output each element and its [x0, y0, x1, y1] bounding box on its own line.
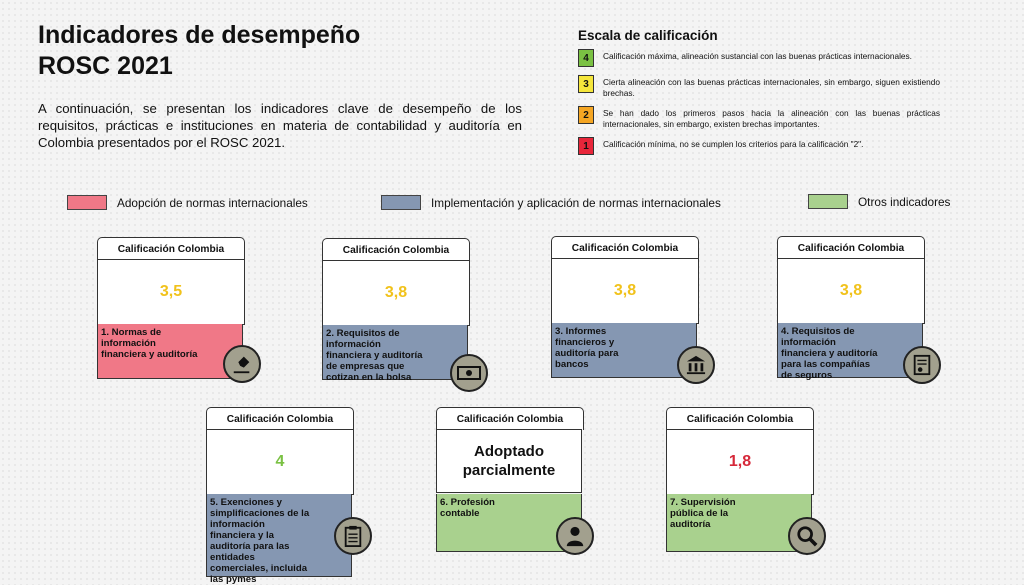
card-label: 5. Exenciones y simplificaciones de la información financiera y la auditoría para las entidades comerciales, incluida las pymes — [206, 494, 352, 577]
rating-scale — [578, 28, 940, 163]
title-line-1: Indicadores de desempeño — [38, 21, 361, 49]
card-value: Adoptado parcialmente — [436, 429, 582, 493]
scale-description: Cierta alineación con las buenas prácticas internacionales, sin embargo, siguen existiendo brechas. — [603, 77, 940, 98]
legend-label: Implementación y aplicación de normas internacionales — [431, 195, 721, 210]
indicator-card-7 — [666, 407, 814, 539]
indicator-card-2 — [322, 238, 470, 383]
rating-scale-title: Escala de calificación — [578, 28, 718, 43]
indicator-card-3 — [551, 236, 699, 368]
page-title — [38, 20, 458, 82]
legend-label: Otros indicadores — [858, 194, 951, 209]
legend-swatch — [67, 195, 107, 210]
card-label: 4. Requisitos de información financiera y auditoría para las compañías de seguros — [777, 323, 923, 378]
scale-item-4 — [578, 49, 940, 67]
intro-text: A continuación, se presentan los indicadores clave de desempeño de los requisitos, prácticas e instituciones en materia de contabilidad y auditoría en Colombia presentados por el ROSC 2021. — [38, 101, 522, 150]
card-value: 1,8 — [666, 429, 814, 495]
legend-item-other — [808, 194, 950, 209]
legend-item-implementation — [381, 195, 721, 210]
scale-item-1 — [578, 137, 940, 155]
card-header: Calificación Colombia — [206, 407, 354, 430]
scale-badge: 1 — [578, 137, 594, 155]
card-value: 3,8 — [551, 258, 699, 324]
card-label: 7. Supervisión pública de la auditoría — [666, 494, 812, 552]
title-line-2: ROSC 2021 — [38, 52, 173, 80]
legend-swatch — [808, 194, 848, 209]
indicator-card-1 — [97, 237, 245, 369]
scale-badge: 3 — [578, 75, 594, 93]
card-label: 3. Informes financieros y auditoría para bancos — [551, 323, 697, 378]
indicator-card-5 — [206, 407, 354, 585]
card-value: 3,8 — [322, 260, 470, 326]
scale-description: Calificación máxima, alineación sustancial con las buenas prácticas internacionales. — [603, 51, 912, 61]
certificate-icon — [903, 346, 941, 384]
card-label: 1. Normas de información financiera y auditoría — [97, 324, 243, 379]
indicator-card-4 — [777, 236, 925, 381]
indicator-card-6 — [436, 407, 584, 539]
card-label: 6. Profesión contable — [436, 494, 582, 552]
legend-swatch — [381, 195, 421, 210]
card-header: Calificación Colombia — [551, 236, 699, 259]
money-icon — [450, 354, 488, 392]
scale-item-2 — [578, 106, 940, 129]
card-header: Calificación Colombia — [777, 236, 925, 259]
scale-item-3 — [578, 75, 940, 98]
card-value: 3,5 — [97, 259, 245, 325]
bank-icon — [677, 346, 715, 384]
scale-description: Se han dado los primeros pasos hacia la alineación con las buenas prácticas internacionales, sin embargo, existen brechas importantes. — [603, 108, 940, 129]
magnifier-icon — [788, 517, 826, 555]
clipboard-icon — [334, 517, 372, 555]
scale-description: Calificación mínima, no se cumplen los criterios para la calificación "2". — [603, 139, 864, 149]
card-label: 2. Requisitos de información financiera y auditoría de empresas que cotizan en la bolsa — [322, 325, 468, 380]
scale-badge: 4 — [578, 49, 594, 67]
legend-item-adoption — [67, 195, 308, 210]
card-value: 4 — [206, 429, 354, 495]
card-header: Calificación Colombia — [97, 237, 245, 260]
card-header: Calificación Colombia — [322, 238, 470, 261]
card-value: 3,8 — [777, 258, 925, 324]
pen-nib-icon — [223, 345, 261, 383]
legend-label: Adopción de normas internacionales — [117, 195, 308, 210]
scale-badge: 2 — [578, 106, 594, 124]
card-header: Calificación Colombia — [436, 407, 584, 430]
card-header: Calificación Colombia — [666, 407, 814, 430]
professional-icon — [556, 517, 594, 555]
